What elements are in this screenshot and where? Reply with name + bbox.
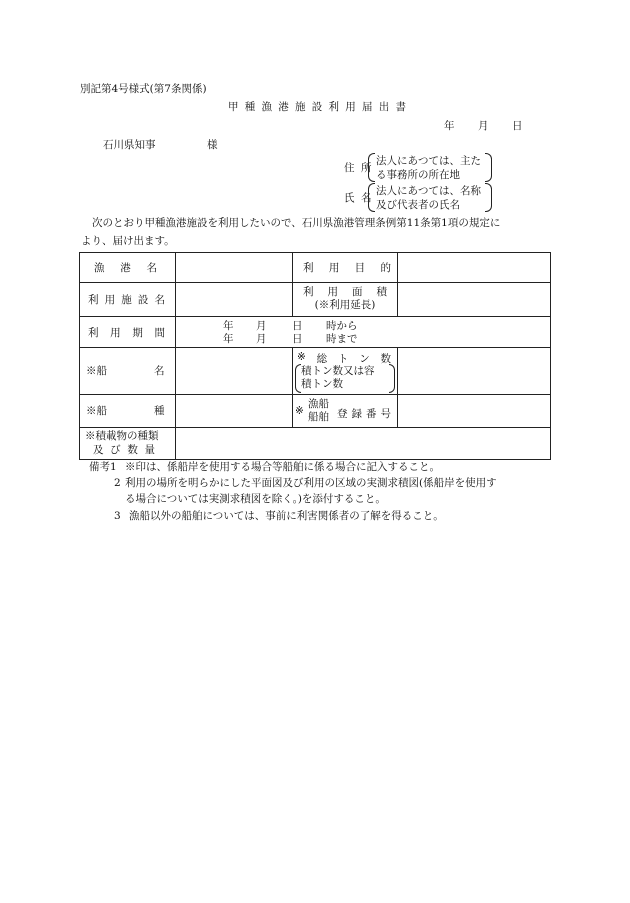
label-registration: ※ 漁船 船舶 登 録 番 号	[293, 395, 398, 428]
registration-value[interactable]	[398, 395, 551, 428]
application-table	[79, 252, 551, 460]
name-label-2: 名	[361, 192, 372, 204]
tonnage-value[interactable]	[398, 348, 551, 395]
label-purpose: 利 用 目 的	[293, 253, 398, 283]
form-reference: 別記第4号様式(第7条関係)	[80, 83, 207, 95]
intro-line-1: 次のとおり甲種漁港施設を利用したいので、石川県漁港管理条例第11条第1項の規定に	[92, 217, 501, 229]
area-note: (※利用延長)	[314, 298, 376, 311]
note-3-label: 3	[114, 510, 121, 522]
label-period: 利 用 期 間	[80, 317, 176, 348]
label-cargo: ※積載物の種類 及 び 数 量	[80, 428, 176, 460]
period-value[interactable]: 年 月 日 時から 年 月 日 時まで	[176, 317, 551, 348]
label-tonnage: ※ 総 ト ン 数 積トン数又は容 積トン数	[293, 348, 398, 395]
area-value[interactable]	[398, 283, 551, 317]
recipient-name: 石川県知事	[103, 139, 156, 151]
address-label-2: 所	[361, 162, 372, 174]
date-year: 年	[444, 120, 455, 132]
purpose-value[interactable]	[398, 253, 551, 283]
note-1-label: 備考1	[89, 461, 117, 473]
fishing-port-value[interactable]	[176, 253, 293, 283]
ship-name-value[interactable]	[176, 348, 293, 395]
document-title: 甲 種 漁 港 施 設 利 用 届 出 書	[228, 101, 406, 113]
note-1-text: ※印は、係船岸を使用する場合等船舶に係る場合に記入すること。	[125, 461, 440, 473]
note-3-text: 漁船以外の船舶については、事前に利害関係者の了解を得ること。	[129, 510, 444, 522]
intro-line-2: より、届け出ます。	[81, 235, 175, 247]
cargo-value[interactable]	[176, 428, 551, 460]
label-fishing-port: 漁 港 名	[80, 253, 176, 283]
recipient-honorific: 様	[207, 139, 218, 151]
date-day: 日	[512, 120, 523, 132]
name-note-1: 法人にあつては、名称	[376, 185, 481, 197]
ship-type-value[interactable]	[176, 395, 293, 428]
address-label-1: 住	[344, 162, 355, 174]
note-2-text-2: る場合については実測求積図を除く。)を添付すること。	[125, 493, 386, 505]
address-note-2: る事務所の所在地	[376, 169, 460, 181]
note-2-text-1: 利用の場所を明らかにした平面図及び利用の区域の実測求積図(係船岸を使用す	[125, 477, 497, 489]
label-ship-name: ※船 名	[80, 348, 176, 395]
date-month: 月	[478, 120, 489, 132]
facility-value[interactable]	[176, 283, 293, 317]
address-note-1: 法人にあつては、主た	[376, 155, 481, 167]
name-label-1: 氏	[344, 192, 355, 204]
label-ship-type: ※船 種	[80, 395, 176, 428]
note-2-label: 2	[114, 477, 121, 489]
name-note-2: 及び代表者の氏名	[376, 199, 460, 211]
label-facility: 利 用 施 設 名	[80, 283, 176, 317]
label-area: 利 用 面 積 (※利用延長)	[293, 283, 398, 317]
